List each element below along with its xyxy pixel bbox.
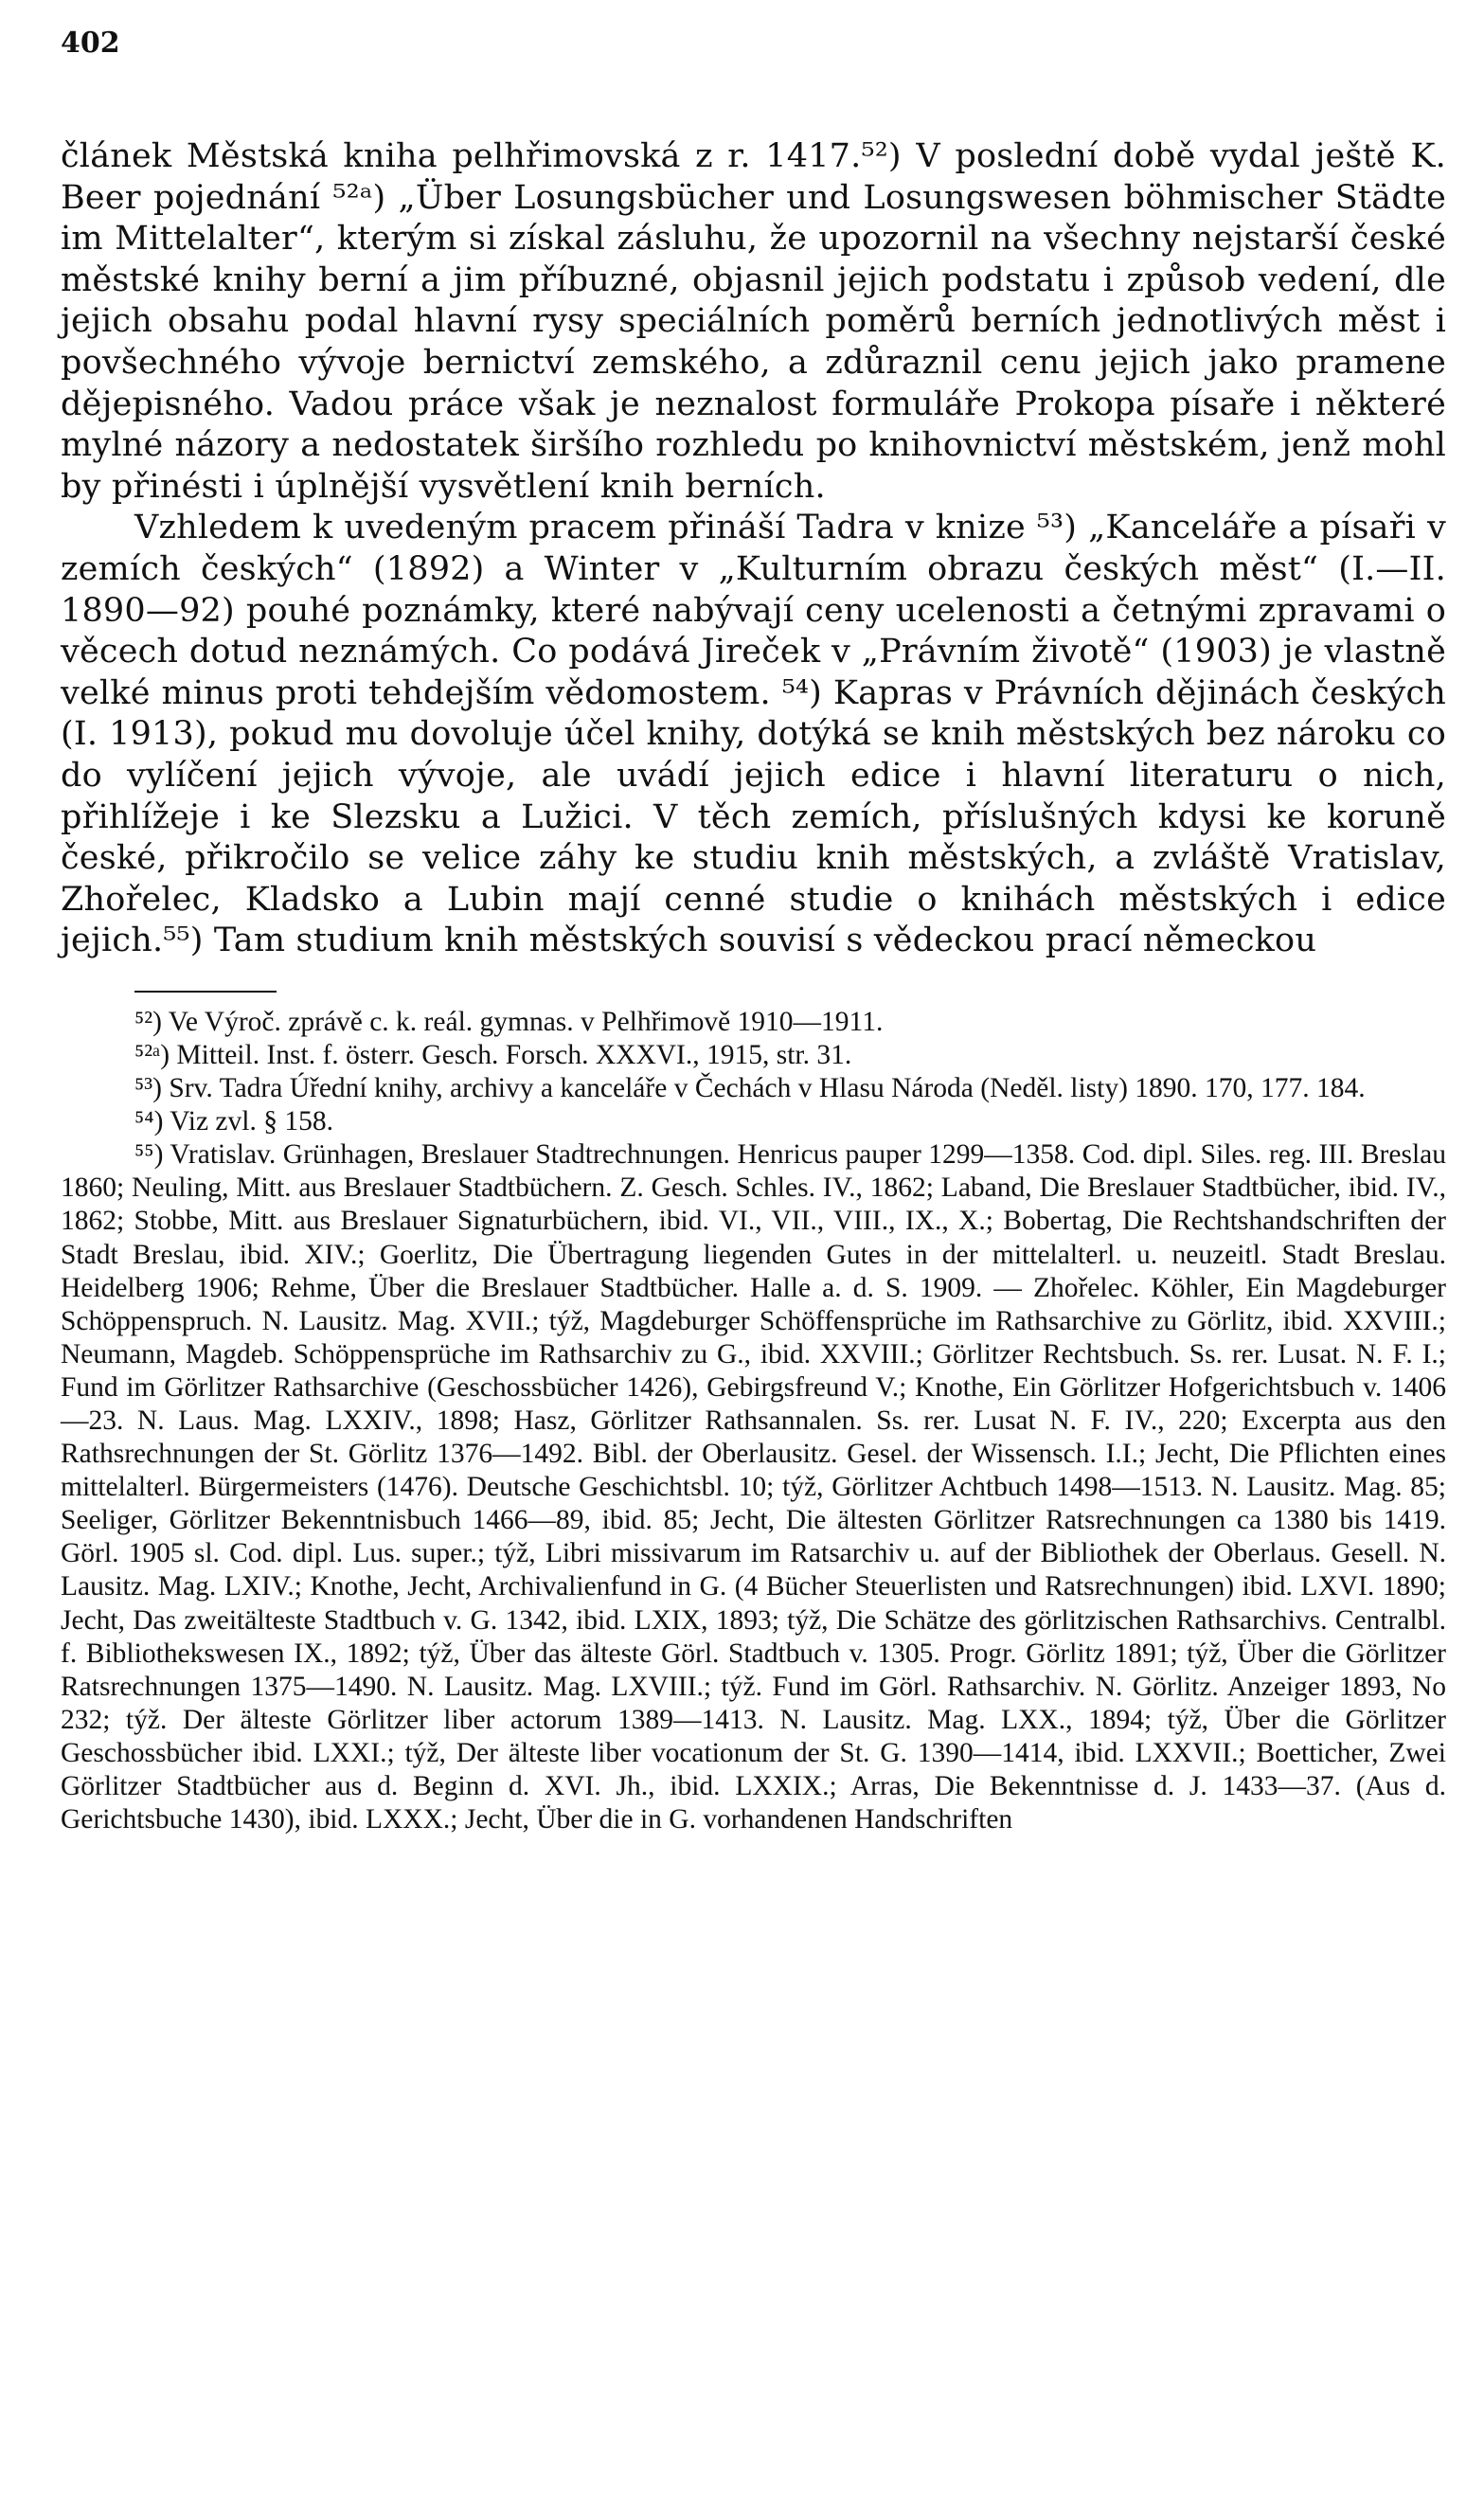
footnote-55: ⁵⁵) Vratislav. Grünhagen, Breslauer Stadtrechnungen. Henricus pauper 1299—1358. Cod. dipl. Siles. reg. III. Breslau 1860; Neuling, Mitt. aus Breslauer Stadtbüchern. Z. Gesch. Schles. IV., 1862; Laband, Die Breslauer Stadtbücher, ibid. IV., 1862; Stobbe, Mitt. aus Breslauer Signaturbüchern, ibid. VI., VII., VIII., IX., X.; Bobertag, Die Rechtshandschriften der Stadt Breslau, ibid. XIV.; Goerlitz, Die Übertragung liegenden Gutes in der mittelalterl. u. neuzeitl. Stadt Breslau. Heidelberg 1906; Rehme, Über die Breslauer Stadtbücher. Halle a. d. S. 1909. — Zhořelec. Köhler, Ein Magdeburger Schöppenspruch. N. Lausitz. Mag. XVII.; týž, Magdeburger Schöffensprüche im Rathsarchive zu Görlitz, ibid. XXVIII.; Neumann, Magdeb. Schöppensprüche im Rathsarchiv zu G., ibid. XXVIII.; Görlitzer Rechtsbuch. Ss. rer. Lusat. N. F. I.; Fund im Görlitzer Rathsarchive (Geschossbücher 1426), Gebirgsfreund V.; Knothe, Ein Görlitzer Hofgerichtsbuch v. 1406—23. N. Laus. Mag. LXXIV., 1898; Hasz, Görlitzer Rathsannalen. Ss. rer. Lusat N. F. IV., 220; Excerpta aus den Rathsrechnungen der St. Görlitz 1376—1492. Bibl. der Oberlausitz. Gesel. der Wissensch. I.I.; Jecht, Die Pflichten eines mittelalterl. Bürgermeisters (1476). Deutsche Geschichtsbl. 10; týž, Görlitzer Achtbuch 1498—1513. N. Lausitz. Mag. 85; Seeliger, Görlitzer Bekenntnisbuch 1466—89, ibid. 85; Jecht, Die ältesten Görlitzer Ratsrechnungen ca 1380 bis 1419. Görl. 1905 sl. Cod. dipl. Lus. super.; týž, Libri missivarum im Ratsarchiv u. auf der Bibliothek der Oberlaus. Gesell. N. Lausitz. Mag. LXIV.; Knothe, Jecht, Archivalienfund in G. (4 Bücher Steuerlisten und Ratsrechnungen) ibid. LXVI. 1890; Jecht, Das zweitälteste Stadtbuch v. G. 1342, ibid. LXIX, 1893; týž, Die Schätze des görlitzischen Rathsarchivs. Centralbl. f. Bibliothekswesen IX., 1892; týž, Über das älteste Görl. Stadtbuch v. 1305. Progr. Görlitz 1891; týž, Über die Görlitzer Ratsrechnungen 1375—1490. N. Lausitz. Mag. LXVIII.; týž. Fund im Görl. Rathsarchiv. N. Görlitz. Anzeiger 1893, No 232; týž. Der älteste Görlitzer liber actorum 1389—1413. N. Lausitz. Mag. LXX., 1894; týž, Über die Görlitzer Geschossbücher ibid. LXXI.; týž, Der älteste liber vocationum der St. G. 1390—1414, ibid. LXXVII.; Boetticher, Zwei Görlitzer Stadtbücher aus d. Beginn d. XVI. Jh., ibid. LXXIX.; Arras, Die Bekenntnisse d. J. 1433—37. (Aus d. Gerichtsbuche 1430), ibid. LXXX.; Jecht, Über die in G. vorhandenen Handschriften xyxy=(61,1139,1446,1835)
paragraph-1: článek Městská kniha pelhřimovská z r. 1417.⁵²) V poslední době vydal ještě K. Beer pojednání ⁵²ᵃ) „Über Losungsbücher und Losungswesen böhmischer Städte im Mittelalter“, kterým si získal zásluhu, že upozornil na všechny nejstarší české městské knihy berní a jim příbuzné, objasnil jejich podstatu i způsob vedení, dle jejich obsahu podal hlavní rysy speciálních poměrů berních jednotlivých měst i povšechného vývoje bernictví zemského, a zdůraznil cenu jejich jako pramene dějepisného. Vadou práce však je neznalost formuláře Prokopa písaře i některé mylné názory a nedostatek širšího rozhledu po knihovnictví městském, jenž mohl by přinésti i úplnější vysvětlení knih berních. xyxy=(61,137,1446,506)
footnote-54: ⁵⁴) Viz zvl. § 158. xyxy=(134,1106,333,1137)
page-number: 402 xyxy=(61,27,120,60)
footnote-52: ⁵²) Ve Výroč. zprávě c. k. reál. gymnas. v Pelhřimově 1910—1911. xyxy=(134,1006,884,1037)
paragraph-2: Vzhledem k uvedeným pracem přináší Tadra v knize ⁵³) „Kanceláře a písaři v zemích českých“ (1892) a Winter v „Kulturním obrazu českých měst“ (I.—II. 1890—92) pouhé poznámky, které nabývají ceny ucelenosti a četnými zpravami o věcech dotud neznámých. Co podává Jireček v „Právním životě“ (1903) je vlastně velké minus proti tehdejším vědomostem. ⁵⁴) Kapras v Právních dějinách českých (I. 1913), pokud mu dovoluje účel knihy, dotýká se knih městských bez nároku co do vylíčení jejich vývoje, ale uvádí jejich edice i hlavní literaturu o nich, přihlížeje i ke Slezsku a Lužici. V těch zemích, příslušných kdysi ke koruně české, přikročilo se velice záhy ke studiu knih městských, a zvláště Vratislav, Zhořelec, Kladsko a Lubin mají cenné studie o knihách městských i edice jejich.⁵⁵) Tam studium knih městských souvisí s vědeckou prací německou xyxy=(61,509,1446,960)
main-text xyxy=(61,136,1446,962)
footnote-52a: ⁵²ᵃ) Mitteil. Inst. f. österr. Gesch. Forsch. XXXVI., 1915, str. 31. xyxy=(134,1039,852,1070)
footnote-separator xyxy=(134,991,277,993)
footnotes xyxy=(61,1006,1446,1836)
footnote-53: ⁵³) Srv. Tadra Úřední knihy, archivy a kanceláře v Čechách v Hlasu Národa (Neděl. listy) 1890. 170, 177. 184. xyxy=(134,1073,1366,1104)
